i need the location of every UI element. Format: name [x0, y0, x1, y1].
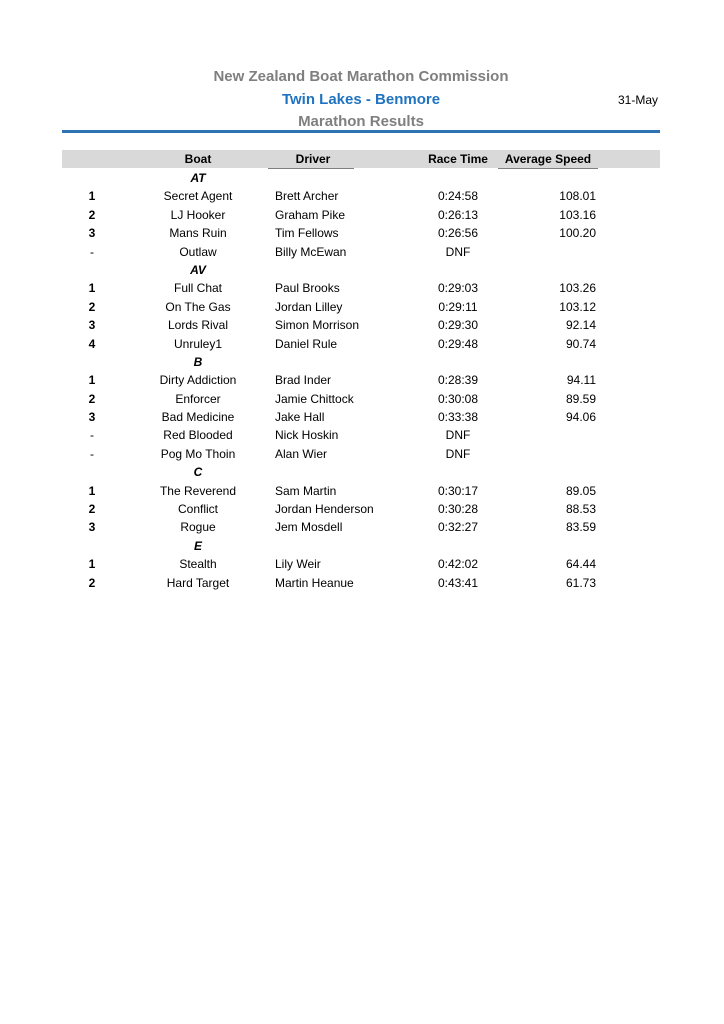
table-row — [62, 206, 660, 224]
average-speed-cell: 88.53 — [565, 502, 596, 517]
position-cell: - — [90, 428, 94, 443]
boat-cell: Outlaw — [179, 244, 217, 259]
boat-cell: The Reverend — [159, 483, 237, 498]
driver-cell: Brett Archer — [275, 189, 339, 204]
boat-cell: Secret Agent — [163, 189, 233, 204]
category-row — [62, 537, 660, 555]
table-row — [62, 243, 660, 261]
category-label: AT — [190, 171, 206, 185]
column-header-race-time: Race Time — [428, 152, 488, 166]
position-cell: 1 — [88, 373, 96, 388]
table-row — [62, 316, 660, 334]
average-speed-cell: 94.06 — [565, 410, 596, 425]
table-row — [62, 298, 660, 316]
race-time-cell: 0:43:41 — [437, 575, 479, 590]
race-time-cell: 0:30:28 — [437, 502, 479, 517]
table-row — [62, 500, 660, 518]
average-speed-cell: 103.12 — [559, 299, 596, 314]
boat-cell: Bad Medicine — [161, 410, 235, 425]
boat-cell: On The Gas — [165, 299, 231, 314]
race-time-cell: 0:29:11 — [438, 299, 478, 314]
average-speed-cell: 64.44 — [565, 557, 596, 572]
results-subtitle: Marathon Results — [298, 113, 424, 130]
driver-cell: Lily Weir — [275, 557, 321, 572]
average-speed-cell: 92.14 — [565, 318, 596, 333]
race-time-cell: 0:29:30 — [437, 318, 479, 333]
boat-cell: Enforcer — [175, 391, 221, 406]
position-cell: - — [90, 446, 94, 461]
average-speed-cell: 103.26 — [559, 281, 596, 296]
table-row — [62, 408, 660, 426]
position-cell: 1 — [88, 483, 96, 498]
race-time-cell: 0:32:27 — [437, 520, 479, 535]
driver-cell: Simon Morrison — [275, 318, 360, 333]
position-cell: 2 — [88, 575, 96, 590]
position-cell: 1 — [88, 189, 96, 204]
race-time-cell: 0:30:08 — [437, 391, 479, 406]
driver-cell: Alan Wier — [275, 446, 328, 461]
table-row — [62, 279, 660, 297]
category-label: C — [193, 465, 203, 480]
column-header-boat: Boat — [184, 152, 212, 166]
race-time-cell: 0:30:17 — [437, 483, 479, 498]
driver-cell: Brad Inder — [275, 373, 332, 388]
driver-cell: Paul Brooks — [275, 281, 340, 296]
boat-cell: Full Chat — [173, 281, 223, 296]
race-time-cell: DNF — [445, 428, 471, 443]
race-time-cell: 0:42:02 — [437, 557, 479, 572]
average-speed-cell: 90.74 — [565, 336, 596, 351]
boat-cell: Lords Rival — [167, 318, 229, 333]
table-row — [62, 555, 660, 573]
position-cell: 2 — [88, 299, 96, 314]
position-cell: 3 — [88, 410, 96, 425]
driver-cell: Sam Martin — [275, 483, 337, 498]
race-time-cell: 0:29:03 — [437, 281, 479, 296]
position-cell: 2 — [88, 391, 96, 406]
table-row — [62, 574, 660, 592]
boat-cell: Unruley1 — [173, 336, 223, 351]
table-row — [62, 518, 660, 536]
average-speed-cell: 108.01 — [559, 189, 596, 204]
boat-cell: Rogue — [180, 520, 216, 535]
driver-cell: Billy McEwan — [275, 244, 347, 259]
category-row — [62, 169, 660, 187]
driver-cell: Jake Hall — [275, 410, 325, 425]
average-speed-cell: 89.59 — [565, 391, 596, 406]
average-speed-cell: 100.20 — [559, 226, 596, 241]
category-row — [62, 353, 660, 371]
column-header-average-speed: Average Speed — [504, 152, 592, 166]
table-row — [62, 390, 660, 408]
boat-cell: Red Blooded — [163, 428, 233, 443]
table-row — [62, 371, 660, 389]
average-speed-cell: 83.59 — [565, 520, 596, 535]
table-row — [62, 482, 660, 500]
position-cell: - — [90, 244, 94, 259]
average-speed-cell: 94.11 — [566, 373, 596, 388]
race-time-cell: DNF — [445, 244, 471, 259]
category-row — [62, 463, 660, 481]
position-cell: 3 — [88, 318, 96, 333]
table-row — [62, 187, 660, 205]
position-cell: 3 — [88, 520, 96, 535]
average-speed-cell: 89.05 — [565, 483, 596, 498]
average-speed-cell: 103.16 — [559, 207, 596, 222]
table-row — [62, 224, 660, 242]
driver-cell: Daniel Rule — [275, 336, 338, 351]
race-time-cell: 0:28:39 — [437, 373, 479, 388]
position-cell: 2 — [88, 502, 96, 517]
position-cell: 1 — [88, 281, 96, 296]
boat-cell: Conflict — [177, 502, 218, 517]
boat-cell: Pog Mo Thoin — [160, 446, 236, 461]
race-time-cell: 0:26:56 — [437, 226, 479, 241]
boat-cell: Dirty Addiction — [159, 373, 237, 388]
position-cell: 4 — [88, 336, 96, 351]
driver-cell: Tim Fellows — [275, 226, 339, 241]
category-label: AV — [190, 262, 206, 277]
table-row — [62, 335, 660, 353]
driver-cell: Jordan Lilley — [275, 299, 343, 314]
category-label: B — [193, 354, 203, 369]
race-time-cell: DNF — [445, 446, 471, 461]
race-time-cell: 0:33:38 — [437, 410, 479, 425]
column-header-driver: Driver — [295, 152, 331, 166]
title-divider — [62, 130, 660, 133]
position-cell: 2 — [88, 207, 96, 222]
driver-cell: Nick Hoskin — [275, 428, 339, 443]
driver-cell: Jamie Chittock — [275, 391, 354, 406]
event-title: Twin Lakes - Benmore — [281, 91, 441, 108]
driver-cell: Jem Mosdell — [275, 520, 343, 535]
race-time-cell: 0:26:13 — [437, 207, 479, 222]
table-row — [62, 445, 660, 463]
driver-cell: Martin Heanue — [275, 575, 354, 590]
boat-cell: LJ Hooker — [170, 207, 226, 222]
average-speed-cell: 61.73 — [565, 575, 596, 590]
race-time-cell: 0:24:58 — [437, 189, 479, 204]
driver-cell: Graham Pike — [275, 207, 346, 222]
category-label: E — [193, 538, 202, 553]
event-date: 31-May — [617, 93, 658, 107]
position-cell: 1 — [88, 557, 96, 572]
position-cell: 3 — [88, 226, 96, 241]
category-row — [62, 261, 660, 279]
table-row — [62, 426, 660, 444]
results-table — [62, 169, 660, 592]
boat-cell: Hard Target — [166, 575, 230, 590]
boat-cell: Mans Ruin — [169, 226, 227, 241]
organization-title: New Zealand Boat Marathon Commission — [213, 68, 509, 85]
race-time-cell: 0:29:48 — [437, 336, 479, 351]
boat-cell: Stealth — [179, 557, 217, 572]
driver-cell: Jordan Henderson — [275, 502, 374, 517]
